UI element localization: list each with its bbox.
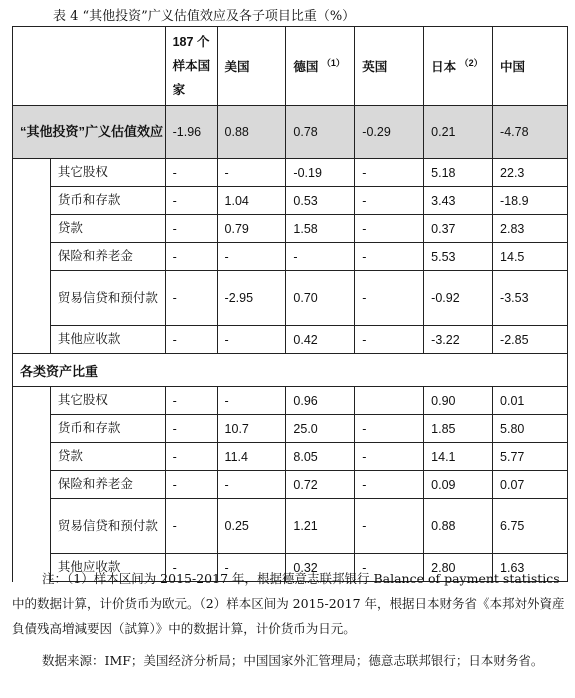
table-cell: -0.92 xyxy=(424,271,493,326)
table-cell: - xyxy=(165,554,217,582)
header-corner xyxy=(13,27,166,106)
table-cell: 1.63 xyxy=(493,554,568,582)
table-cell: -18.9 xyxy=(493,187,568,215)
header-187-countries: 187 个样本国家 xyxy=(165,27,217,106)
table-cell: -2.95 xyxy=(217,271,286,326)
table-cell: 0.88 xyxy=(217,106,286,159)
table-row xyxy=(13,271,568,326)
row-label: 货币和存款 xyxy=(50,187,165,215)
table-cell: 0.25 xyxy=(217,499,286,554)
row-label: 其他应收款 xyxy=(50,326,165,354)
table-cell: - xyxy=(355,271,424,326)
table-cell: 0.07 xyxy=(493,471,568,499)
summary-label: “其他投资”广义估值效应 xyxy=(13,106,166,159)
data-source: 数据来源：IMF；美国经济分析局；中国国家外汇管理局；德意志联邦银行；日本财务省。 xyxy=(42,653,544,668)
table-cell: 5.53 xyxy=(424,243,493,271)
table-cell: 2.80 xyxy=(424,554,493,582)
table-notes xyxy=(12,566,568,673)
indent-cell xyxy=(13,159,51,354)
table-cell: 25.0 xyxy=(286,415,355,443)
table-cell: 14.5 xyxy=(493,243,568,271)
indent-cell xyxy=(13,387,51,582)
table-cell: 0.72 xyxy=(286,471,355,499)
table-cell: - xyxy=(355,471,424,499)
valuation-table xyxy=(12,26,568,582)
table-cell: 1.58 xyxy=(286,215,355,243)
table-cell: - xyxy=(165,471,217,499)
table-cell: 5.77 xyxy=(493,443,568,471)
table-cell: - xyxy=(165,271,217,326)
header-germany xyxy=(286,27,355,106)
row-label: 其它股权 xyxy=(50,159,165,187)
table-cell: 0.32 xyxy=(286,554,355,582)
table-cell: -3.22 xyxy=(424,326,493,354)
table-cell: 14.1 xyxy=(424,443,493,471)
table-cell: - xyxy=(355,215,424,243)
table-cell: - xyxy=(286,243,355,271)
summary-row xyxy=(13,106,568,159)
table-cell: - xyxy=(355,159,424,187)
table-caption: 表 4 “其他投资”广义估值效应及各子项目比重（%） xyxy=(53,9,356,24)
header-uk: 英国 xyxy=(355,27,424,106)
table-cell: 0.79 xyxy=(217,215,286,243)
row-label: 其他应收款 xyxy=(50,554,165,582)
table-cell: - xyxy=(355,499,424,554)
table-cell: - xyxy=(355,554,424,582)
table-cell: 1.21 xyxy=(286,499,355,554)
table-cell: 8.05 xyxy=(286,443,355,471)
table-row xyxy=(13,187,568,215)
table-cell: - xyxy=(165,415,217,443)
table-cell: 0.01 xyxy=(493,387,568,415)
table-cell: - xyxy=(355,243,424,271)
table-cell: 10.7 xyxy=(217,415,286,443)
table-cell: 3.43 xyxy=(424,187,493,215)
table-cell: - xyxy=(165,387,217,415)
header-row xyxy=(13,27,568,106)
table-row xyxy=(13,471,568,499)
header-japan-label: 日本 xyxy=(431,60,457,75)
table-cell: - xyxy=(217,387,286,415)
table-cell: - xyxy=(217,471,286,499)
table-cell: 0.09 xyxy=(424,471,493,499)
table-cell: - xyxy=(165,499,217,554)
table-cell: 0.96 xyxy=(286,387,355,415)
table-cell: - xyxy=(355,187,424,215)
table-cell: - xyxy=(165,443,217,471)
header-japan-note: （2） xyxy=(459,58,483,69)
table-cell: - xyxy=(217,159,286,187)
table-cell: -2.85 xyxy=(493,326,568,354)
table-row xyxy=(13,387,568,415)
table-row xyxy=(13,443,568,471)
table-cell: - xyxy=(217,326,286,354)
table-cell: 0.53 xyxy=(286,187,355,215)
row-label: 保险和养老金 xyxy=(50,471,165,499)
table-cell: 6.75 xyxy=(493,499,568,554)
table-cell: 0.42 xyxy=(286,326,355,354)
table-cell xyxy=(355,387,424,415)
table-cell: - xyxy=(355,415,424,443)
table-row xyxy=(13,215,568,243)
table-cell: -4.78 xyxy=(493,106,568,159)
header-us: 美国 xyxy=(217,27,286,106)
section-row xyxy=(13,354,568,387)
table-cell: - xyxy=(165,243,217,271)
table-row xyxy=(13,499,568,554)
table-row xyxy=(13,415,568,443)
row-label: 贸易信贷和预付款 xyxy=(50,499,165,554)
table-row xyxy=(13,159,568,187)
table-cell: 1.04 xyxy=(217,187,286,215)
note-text: 注：（1）样本区间为 2015-2017 年，根据德意志联邦银行 Balance of payment statistics 中的数据计算，计价货币为欧元。（2）样本区间为 2015-2017 年，根据日本财务省《本邦対外資産負債残高増減要因（試算）》中的数据计算，计价货币为日元。 xyxy=(12,571,565,636)
table-cell: - xyxy=(355,326,424,354)
header-japan xyxy=(424,27,493,106)
row-label: 保险和养老金 xyxy=(50,243,165,271)
table-row xyxy=(13,243,568,271)
table-cell: - xyxy=(165,159,217,187)
row-label: 其它股权 xyxy=(50,387,165,415)
table-cell: -1.96 xyxy=(165,106,217,159)
table-cell: 0.90 xyxy=(424,387,493,415)
section-label: 各类资产比重 xyxy=(13,354,568,387)
table-cell: 0.70 xyxy=(286,271,355,326)
table-cell: - xyxy=(355,443,424,471)
header-germany-note: （1） xyxy=(321,58,345,69)
table-cell: - xyxy=(165,187,217,215)
header-china: 中国 xyxy=(493,27,568,106)
table-cell: 5.80 xyxy=(493,415,568,443)
table-cell: 1.85 xyxy=(424,415,493,443)
table-cell: 2.83 xyxy=(493,215,568,243)
row-label: 贸易信贷和预付款 xyxy=(50,271,165,326)
table-cell: - xyxy=(165,326,217,354)
table-cell: 0.88 xyxy=(424,499,493,554)
table-cell: 0.37 xyxy=(424,215,493,243)
table-cell: -0.19 xyxy=(286,159,355,187)
table-row xyxy=(13,326,568,354)
table-cell: 0.78 xyxy=(286,106,355,159)
row-label: 贷款 xyxy=(50,443,165,471)
table-cell: 22.3 xyxy=(493,159,568,187)
table-cell: -3.53 xyxy=(493,271,568,326)
table-cell: -0.29 xyxy=(355,106,424,159)
table-cell: - xyxy=(165,215,217,243)
row-label: 贷款 xyxy=(50,215,165,243)
table-cell: - xyxy=(217,243,286,271)
table-cell: 0.21 xyxy=(424,106,493,159)
header-germany-label: 德国 xyxy=(293,60,319,75)
row-label: 货币和存款 xyxy=(50,415,165,443)
table-cell: - xyxy=(217,554,286,582)
table-cell: 11.4 xyxy=(217,443,286,471)
table-cell: 5.18 xyxy=(424,159,493,187)
